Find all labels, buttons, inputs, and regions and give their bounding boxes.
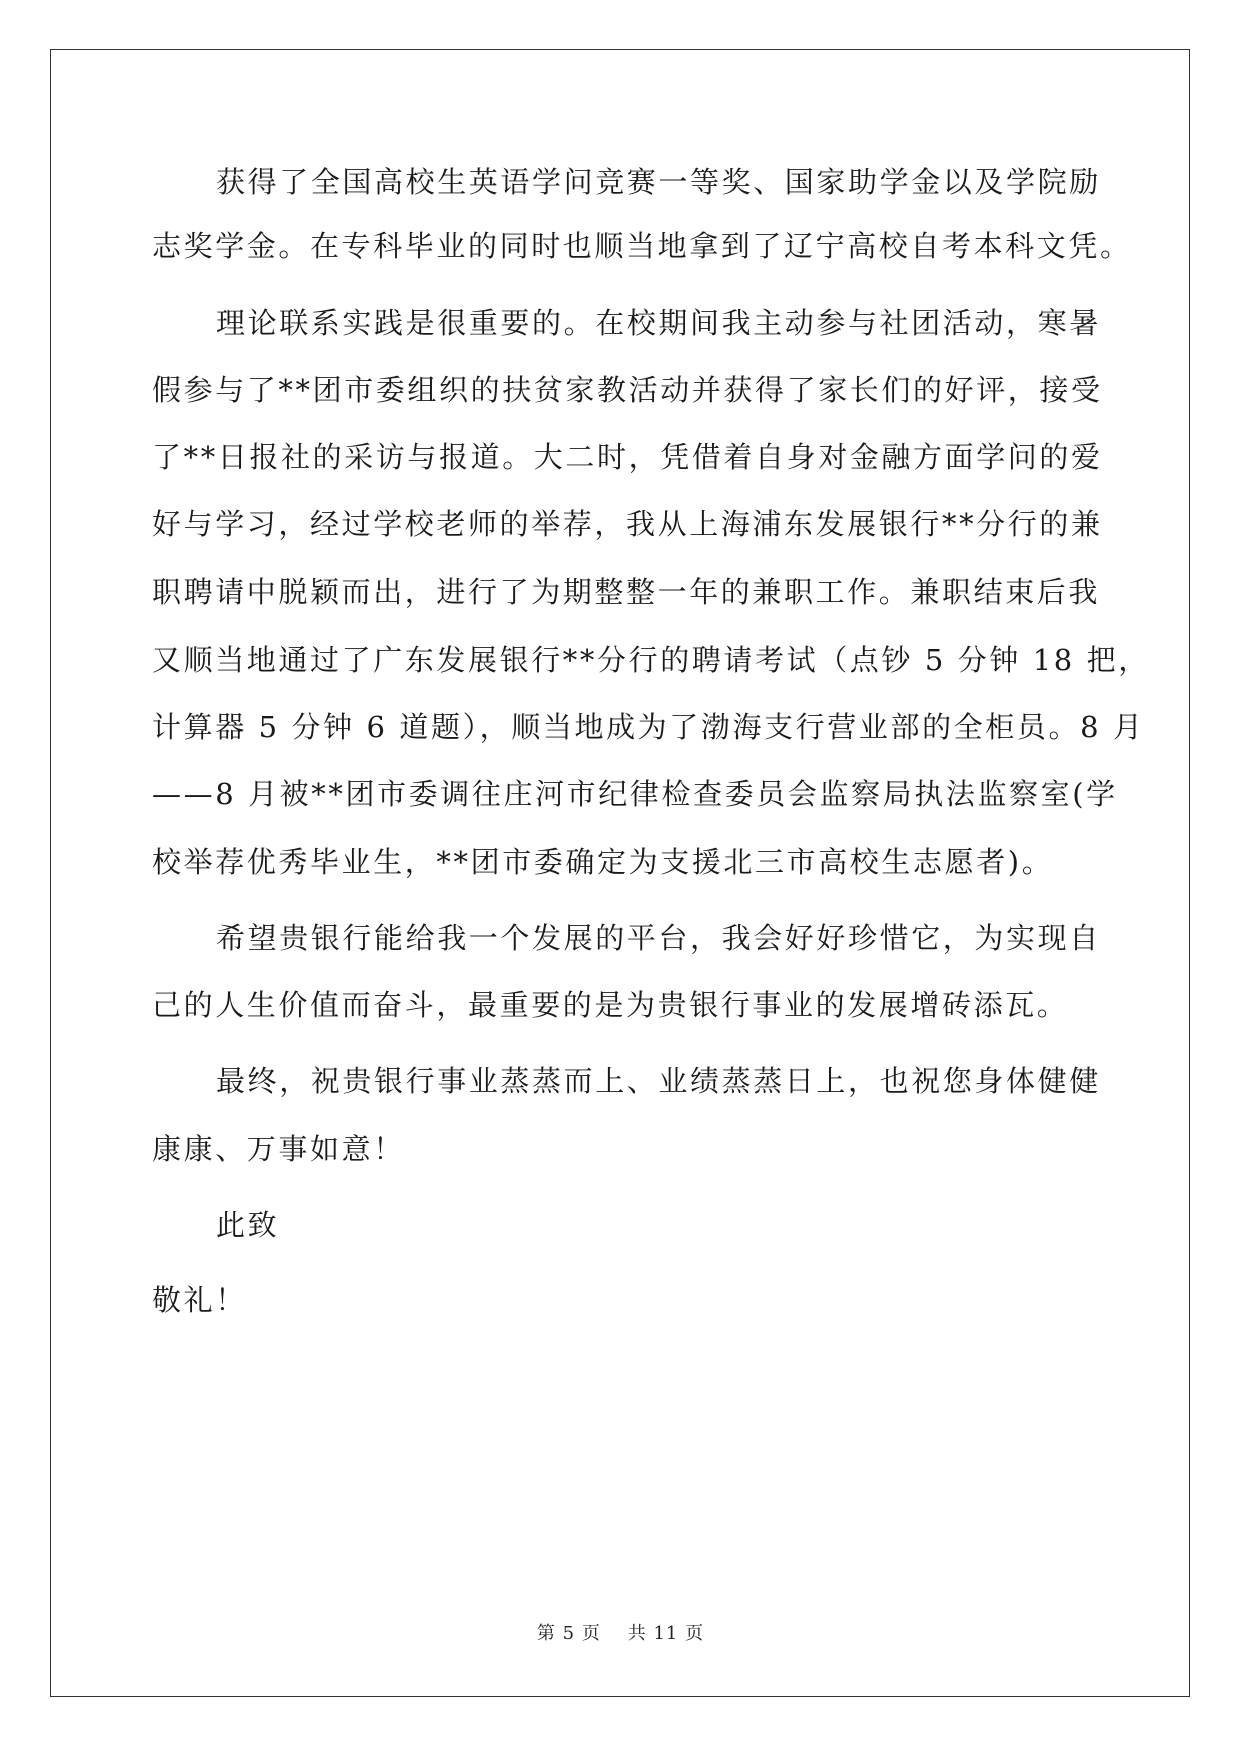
closing-phrase: 此致: [216, 1208, 280, 1242]
text-line: 获得了全国高校生英语学问竞赛一等奖、国家助学金以及学院励: [216, 165, 1101, 199]
text-line: 了**日报社的采访与报道。大二时，凭借着自身对金融方面学问的爱: [152, 440, 1103, 474]
text-line: 好与学习，经过学校老师的举荐，我从上海浦东发展银行**分行的兼: [152, 507, 1103, 541]
text-line: 康康、万事如意！: [152, 1132, 405, 1166]
text-line: 又顺当地通过了广东发展银行**分行的聘请考试（点钞 5 分钟 18 把，: [152, 643, 1150, 677]
text-line: 希望贵银行能给我一个发展的平台，我会好好珍惜它，为实现自: [216, 921, 1101, 955]
text-line: 理论联系实践是很重要的。在校期间我主动参与社团活动，寒暑: [216, 306, 1101, 340]
text-line: 假参与了**团市委组织的扶贫家教活动并获得了家长们的好评，接受: [152, 373, 1103, 407]
text-line: 职聘请中脱颖而出，进行了为期整整一年的兼职工作。兼职结束后我: [152, 575, 1101, 609]
page-footer: [0, 1619, 1241, 1645]
text-line: ——8 月被**团市委调往庄河市纪律检查委员会监察局执法监察室(学: [152, 777, 1118, 811]
text-line: 计算器 5 分钟 6 道题），顺当地成为了渤海支行营业部的全柜员。8 月: [152, 710, 1145, 744]
page-total: 共 11 页: [627, 1623, 705, 1644]
text-line: 志奖学金。在专科毕业的同时也顺当地拿到了辽宁高校自考本科文凭。: [152, 229, 1132, 263]
page-number: 第 5 页: [536, 1623, 601, 1644]
text-line: 己的人生价值而奋斗，最重要的是为贵银行事业的发展增砖添瓦。: [152, 988, 1069, 1022]
salutation: 敬礼！: [152, 1283, 247, 1317]
text-line: 最终，祝贵银行事业蒸蒸而上、业绩蒸蒸日上，也祝您身体健健: [216, 1064, 1101, 1098]
text-line: 校举荐优秀毕业生，**团市委确定为支援北三市高校生志愿者)。: [152, 845, 1054, 879]
